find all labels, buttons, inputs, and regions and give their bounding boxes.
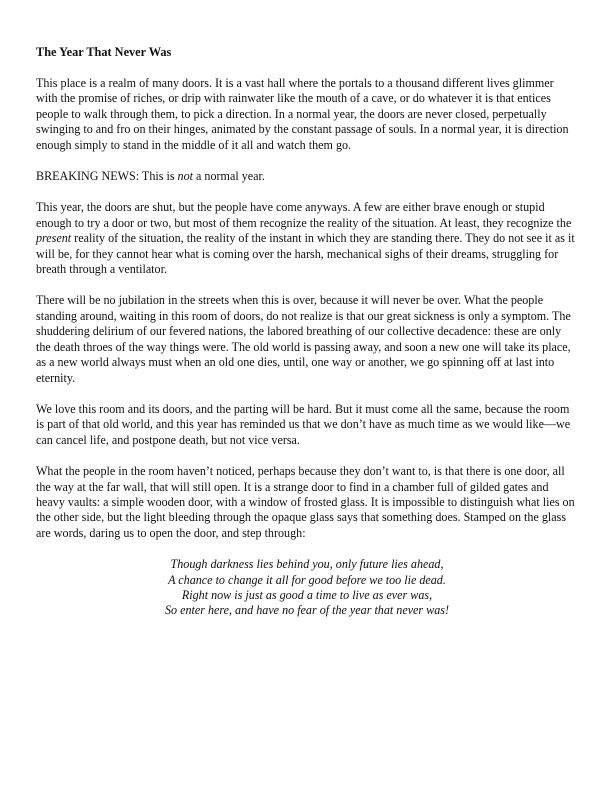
breaking-news-text-start: BREAKING NEWS: This is xyxy=(36,169,178,184)
poem-line-2: A chance to change it all for good before we too lie dead. xyxy=(168,572,446,587)
poem-line-3: Right now is just as good a time to live as ever was, xyxy=(181,587,433,602)
document-body xyxy=(36,45,578,619)
poem-line-4: So enter here, and have no fear of the year that never was! xyxy=(164,603,450,618)
paragraph-love-this-room: We love this room and its doors, and the parting will be hard. But it must come all the same, because the room is part of that old world, and this year has reminded us that we don’t have as much time as we would like—we can cancel life, and postpone death, but not vice versa. xyxy=(36,401,571,447)
paragraph-breaking-news xyxy=(36,169,578,184)
emphasis-present: present xyxy=(36,231,72,246)
paragraph-doors-shut xyxy=(36,200,578,277)
poem-line-1: Though darkness lies behind you, only future lies ahead, xyxy=(170,557,444,572)
emphasis-not: not xyxy=(177,169,194,184)
paragraph-one-door: What the people in the room haven’t noticed, perhaps because they don’t want to, is that there is one door, all the way at the far wall, that will still open. It is a strange door to find in a chamber full of gilded gates and heavy vaults: a simple wooden door, with a window of frosted glass. It is impossible to distinguish what lies on the other side, but the light bleeding through the opaque glass says that something does. Stamped on the glass are words, daring us to open the door, and step through: xyxy=(36,464,575,540)
doors-shut-text-end: reality of the situation, the reality of the instant in which they are standing there. They do not see it as it will be, for they cannot hear what is coming over the harsh, mechanical sighs of their dreams, struggling for breath through a ventilator. xyxy=(36,231,575,277)
doors-shut-text-start: This year, the doors are shut, but the people have come anyways. A few are either brave enough or stupid enough to try a door or two, but most of them recognize the reality of the situation. At least, they recognize the xyxy=(36,200,572,230)
paragraph-no-jubilation: There will be no jubilation in the streets when this is over, because it will never be over. What the people standing around, waiting in this room of doors, do not realize is that our great sickness is only a symptom. The shuddering delirium of our fevered nations, the labored breathing of our collective decadence: these are only the death throes of the way things were. The old world is passing away, and soon a new one will take its place, as a new world always must when an old one dies, until, one way or another, we go spinning off at last into eternity. xyxy=(36,293,571,385)
poem-stanza xyxy=(36,557,578,619)
paragraph-realm-of-doors: This place is a realm of many doors. It is a vast hall where the portals to a thousand different lives glimmer with the promise of riches, or drip with rainwater like the mouth of a cave, or do whatever it is that entices people to walk through them, to pick a direction. In a normal year, the doors are never closed, perpetually swinging to and fro on their hinges, animated by the constant passage of souls. In a normal year, it is direction enough simply to stand in the middle of it all and watch them go. xyxy=(36,76,569,152)
document-title: The Year That Never Was xyxy=(36,45,172,59)
breaking-news-text-end: a normal year. xyxy=(193,169,265,184)
